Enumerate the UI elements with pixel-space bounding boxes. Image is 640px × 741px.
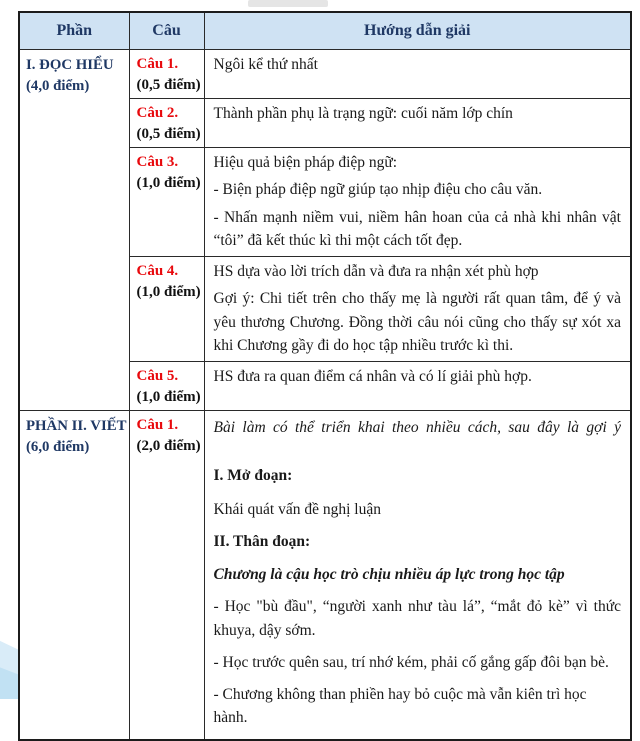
guide-paragraph: - Chương không than phiền hay bỏ cuộc mà vẫn kiên trì học hành. bbox=[213, 686, 587, 727]
question-points: (1,0 điểm) bbox=[136, 389, 201, 405]
question-points: (0,5 điểm) bbox=[136, 126, 201, 142]
guide-cell bbox=[204, 411, 631, 740]
answer-key-table bbox=[18, 11, 632, 741]
guide-paragraph: II. Thân đoạn: bbox=[213, 532, 311, 550]
guide-paragraph: Ngôi kể thứ nhất bbox=[213, 56, 318, 73]
header-row bbox=[19, 12, 631, 50]
table-body bbox=[19, 50, 631, 740]
guide-paragraph: - Học trước quên sau, trí nhớ kém, phải cố gắng gấp đôi bạn bè. bbox=[213, 653, 609, 671]
guide-cell bbox=[204, 257, 631, 362]
col-header-cau: Câu bbox=[129, 12, 204, 50]
guide-paragraph: HS dựa vào lời trích dẫn và đưa ra nhận xét phù hợp bbox=[213, 263, 539, 280]
section-label: I. ĐỌC HIỂU bbox=[26, 57, 114, 73]
guide-paragraph: Bài làm có thể triển khai theo nhiều cách, sau đây là gợi ý bbox=[213, 419, 621, 436]
section-cell bbox=[19, 411, 129, 740]
question-points: (2,0 điểm) bbox=[136, 438, 201, 454]
section-points: (6,0 điểm) bbox=[26, 438, 90, 455]
guide-cell bbox=[204, 99, 631, 148]
col-header-guide: Hướng dẫn giải bbox=[204, 12, 631, 50]
guide-paragraph: I. Mở đoạn: bbox=[213, 467, 293, 485]
question-points: (1,0 điểm) bbox=[136, 284, 201, 300]
table-row bbox=[19, 50, 631, 99]
question-points: (0,5 điểm) bbox=[136, 77, 201, 93]
question-cell bbox=[129, 148, 204, 257]
guide-cell bbox=[204, 148, 631, 257]
guide-cell bbox=[204, 362, 631, 411]
question-cell bbox=[129, 99, 204, 148]
question-label: Câu 5. bbox=[136, 368, 179, 384]
question-label: Câu 1. bbox=[136, 56, 179, 72]
guide-paragraph: - Biện pháp điệp ngữ giúp tạo nhịp điệu cho câu văn. bbox=[213, 181, 543, 199]
table-header bbox=[19, 12, 631, 50]
guide-paragraph: HS đưa ra quan điểm cá nhân và có lí giải phù hợp. bbox=[213, 368, 532, 385]
question-label: Câu 2. bbox=[136, 105, 179, 121]
section-label: PHẦN II. VIẾT bbox=[26, 418, 127, 434]
question-points: (1,0 điểm) bbox=[136, 175, 201, 191]
guide-paragraph: Thành phần phụ là trạng ngữ: cuối năm lớp chín bbox=[213, 105, 513, 122]
guide-paragraph: - Nhấn mạnh niềm vui, niềm hân hoan của cả nhà khi nhân vật “tôi” đã kết thúc kì thi một cách tốt đẹp. bbox=[213, 208, 621, 249]
section-cell bbox=[19, 50, 129, 411]
question-cell bbox=[129, 257, 204, 362]
guide-paragraph: - Học "bù đầu", “người xanh như tàu lá”, “mắt đỏ kè” vì thức khuya, dậy sớm. bbox=[213, 598, 621, 639]
guide-paragraph: Chương là cậu học trò chịu nhiều áp lực trong học tập bbox=[213, 566, 565, 583]
scan-smudge bbox=[248, 0, 328, 7]
question-label: Câu 4. bbox=[136, 263, 179, 279]
question-label: Câu 3. bbox=[136, 154, 179, 170]
question-cell bbox=[129, 411, 204, 740]
table-row bbox=[19, 411, 631, 740]
guide-paragraph: Khái quát vấn đề nghị luận bbox=[213, 500, 381, 518]
question-label: Câu 1. bbox=[136, 417, 179, 433]
guide-paragraph: Gợi ý: Chi tiết trên cho thấy mẹ là người rất quan tâm, để ý và yêu thương Chương. Đồng thời câu nói cũng cho thấy sự xót xa khi Chương gầy đi do học tập nhiều trước kì thi. bbox=[213, 290, 621, 354]
col-header-phan: Phần bbox=[19, 12, 129, 50]
guide-cell bbox=[204, 50, 631, 99]
question-cell bbox=[129, 50, 204, 99]
question-cell bbox=[129, 362, 204, 411]
guide-paragraph: Hiệu quả biện pháp điệp ngữ: bbox=[213, 154, 398, 171]
section-points: (4,0 điểm) bbox=[26, 77, 90, 94]
